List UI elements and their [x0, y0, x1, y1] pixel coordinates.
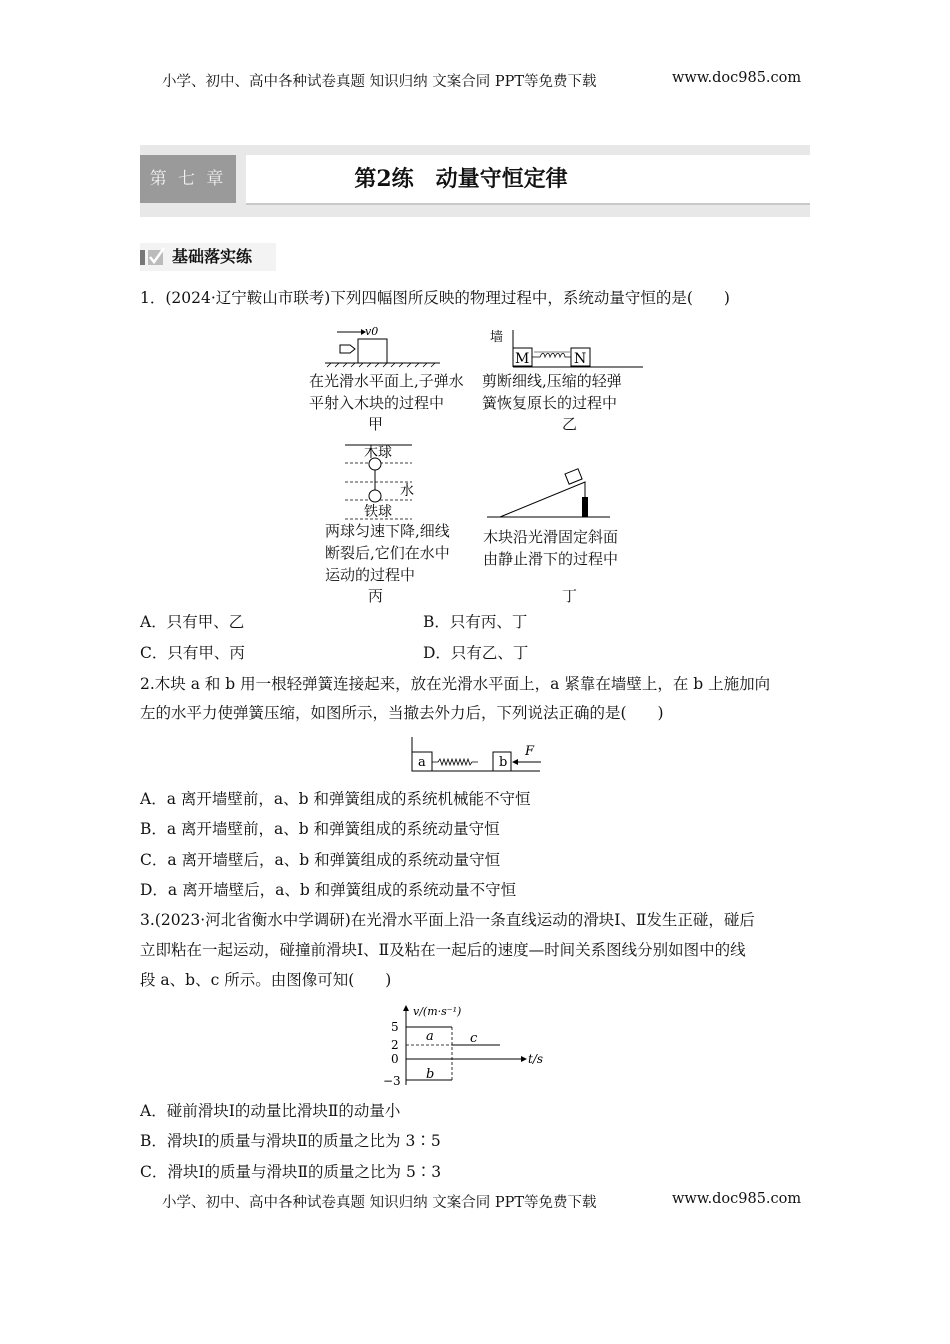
fig-ding-name: 丁 [562, 587, 578, 605]
tick-0: 0 [391, 1052, 399, 1066]
fig-jia-caption-1: 在光滑水平面上,子弹水 [309, 372, 464, 390]
wood-ball-label: 木球 [364, 445, 392, 461]
block-b-label: b [499, 755, 508, 770]
wall-label: 墙 [490, 330, 504, 345]
q3-stem-2: 立即粘在一起运动，碰撞前滑块Ⅰ、Ⅱ及粘在一起后的速度—时间关系图线分别如图中的线 [140, 941, 746, 959]
fig-yi-caption-1: 剪断细线,压缩的轻弹 [482, 372, 622, 390]
q2-option-d[interactable]: D．a 离开墙壁后，a、b 和弹簧组成的系统动量不守恒 [140, 881, 517, 899]
fig-yi-caption-2: 簧恢复原长的过程中 [482, 394, 618, 412]
chapter-label: 第 七 章 [140, 155, 236, 203]
block-n-label: N [574, 351, 587, 367]
q2-option-b[interactable]: B．a 离开墙壁前，a、b 和弹簧组成的系统动量守恒 [140, 820, 500, 838]
v0-label: v0 [365, 325, 379, 338]
label-a: a [426, 1029, 434, 1044]
page-title: 第2练 动量守恒定律 [354, 166, 568, 192]
figure-vt-graph [385, 1003, 555, 1088]
figure-incline [485, 462, 615, 522]
q2-stem-2: 左的水平力使弹簧压缩，如图所示，当撤去外力后，下列说法正确的是( ) [140, 704, 664, 722]
q3-option-a[interactable]: A．碰前滑块Ⅰ的动量比滑块Ⅱ的动量小 [140, 1102, 401, 1120]
block-a-label: a [418, 755, 426, 770]
header-url: www.doc985.com [672, 70, 802, 86]
fig-bing-name: 丙 [368, 587, 384, 605]
fig-yi-name: 乙 [562, 415, 578, 433]
q2-option-a[interactable]: A．a 离开墙壁前，a、b 和弹簧组成的系统机械能不守恒 [140, 790, 531, 808]
fig-bing-caption-3: 运动的过程中 [325, 566, 416, 584]
section-title: 基础落实练 [172, 247, 253, 266]
fig-bing-caption-1: 两球匀速下降,细线 [325, 522, 450, 540]
footer-text: 小学、初中、高中各种试卷真题 知识归纳 文案合同 PPT等免费下载 [162, 1195, 597, 1211]
fig-ding-caption-2: 由静止滑下的过程中 [483, 550, 619, 568]
figure-spring-wall [488, 325, 648, 370]
figure-spring-blocks [405, 735, 545, 775]
q3-option-c[interactable]: C．滑块Ⅰ的质量与滑块Ⅱ的质量之比为 5∶3 [140, 1163, 442, 1181]
figure-bullet-block [325, 325, 445, 365]
x-axis-label: t/s [528, 1052, 544, 1066]
water-label: 水 [400, 483, 414, 499]
q1-option-c[interactable]: C．只有甲、丙 [140, 644, 245, 662]
label-b: b [426, 1067, 435, 1082]
force-label: F [525, 744, 535, 759]
header-text: 小学、初中、高中各种试卷真题 知识归纳 文案合同 PPT等免费下载 [162, 74, 597, 90]
q3-option-b[interactable]: B．滑块Ⅰ的质量与滑块Ⅱ的质量之比为 3∶5 [140, 1132, 441, 1150]
checkbox-icon [140, 247, 168, 267]
fig-bing-caption-2: 断裂后,它们在水中 [325, 544, 450, 562]
q3-stem-1: 3.(2023·河北省衡水中学调研)在光滑水平面上沿一条直线运动的滑块Ⅰ、Ⅱ发生正碰，碰后 [140, 911, 755, 929]
y-axis-label: v/(m·s⁻¹) [413, 1005, 462, 1018]
q1-option-a[interactable]: A．只有甲、乙 [140, 613, 245, 631]
fig-ding-caption-1: 木块沿光滑固定斜面 [483, 528, 619, 546]
iron-ball-label: 铁球 [364, 504, 392, 520]
tick-2: 2 [391, 1038, 399, 1052]
q1-option-d[interactable]: D．只有乙、丁 [423, 644, 529, 662]
tick-5: 5 [391, 1020, 399, 1034]
q1-stem: 1．(2024·辽宁鞍山市联考)下列四幅图所反映的物理过程中，系统动量守恒的是( ) [140, 289, 730, 307]
q3-stem-3: 段 a、b、c 所示。由图像可知( ) [140, 971, 392, 989]
q2-stem-1: 2.木块 a 和 b 用一根轻弹簧连接起来，放在光滑水平面上，a 紧靠在墙壁上，在 b 上施加向 [140, 675, 771, 693]
footer-url: www.doc985.com [672, 1191, 802, 1207]
fig-jia-name: 甲 [368, 415, 384, 433]
block-m-label: M [515, 351, 530, 367]
q1-option-b[interactable]: B．只有丙、丁 [423, 613, 528, 631]
figure-balls-water [340, 440, 430, 520]
label-c: c [470, 1031, 478, 1046]
q2-option-c[interactable]: C．a 离开墙壁后，a、b 和弹簧组成的系统动量守恒 [140, 851, 501, 869]
fig-jia-caption-2: 平射入木块的过程中 [309, 394, 445, 412]
tick-neg3: −3 [383, 1074, 401, 1088]
